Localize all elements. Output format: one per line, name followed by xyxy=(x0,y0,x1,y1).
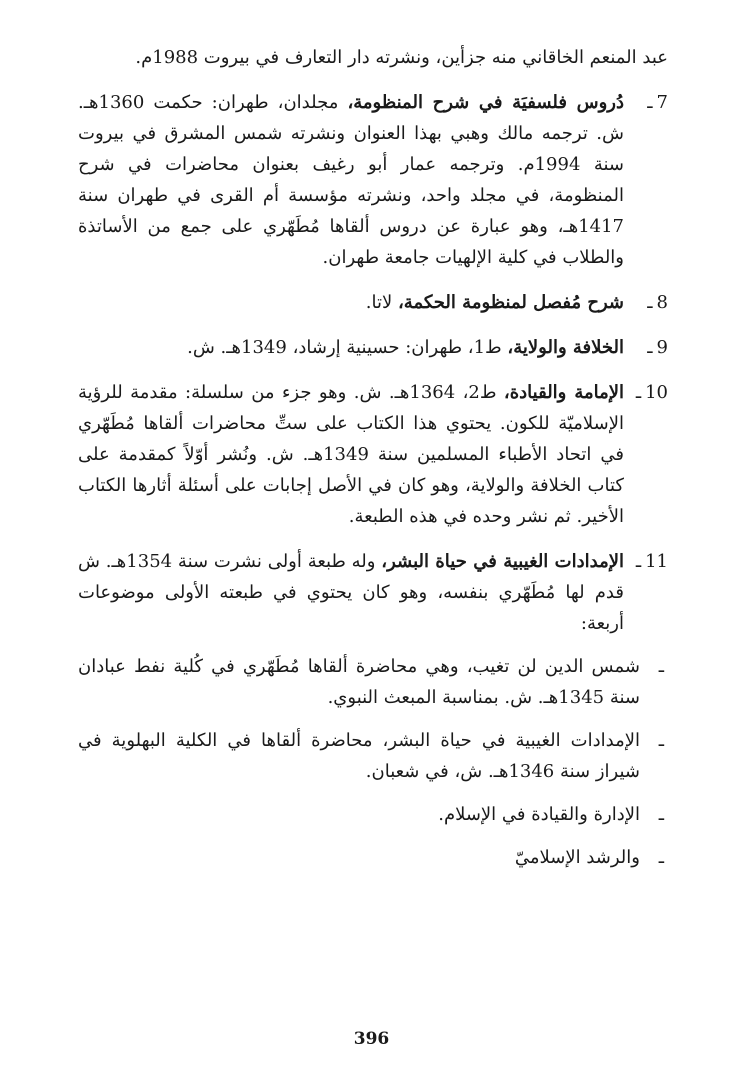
sub-item-dash: ـ xyxy=(658,847,664,868)
entry-title: شرح مُفصل لمنظومة الحكمة، xyxy=(397,292,624,313)
sub-item-text: الإدارة والقيادة في الإسلام. xyxy=(438,804,640,825)
page-content xyxy=(78,42,668,873)
bibliography-entry-8 xyxy=(78,287,668,318)
entry-title: الخلافة والولاية، xyxy=(507,337,624,358)
sub-item xyxy=(78,725,668,787)
sub-item xyxy=(78,651,668,713)
sub-item-text: الإمدادات الغيبية في حياة البشر، محاضرة ألقاها في الكلية البهلوية في شيراز سنة 1346هـ. ش، في شعبان. xyxy=(78,730,640,782)
entry-number: 8ـ xyxy=(647,292,668,313)
sub-item xyxy=(78,799,668,830)
intro-paragraph: عبد المنعم الخاقاني منه جزأين، ونشرته دار التعارف في بيروت 1988م. xyxy=(135,47,668,68)
entry-number: 9ـ xyxy=(647,337,668,358)
sub-item-text: شمس الدين لن تغيب، وهي محاضرة ألقاها مُطَهّري في كُلية نفط عبادان سنة 1345هـ. ش. بمناسبة المبعث النبوي. xyxy=(78,656,640,708)
entry-body: وله طبعة أولى نشرت سنة 1354هـ. ش قدم لها مُطَهّري بنفسه، وهو كان يحتوي في طبعته الأولى موضوعات أربعة: xyxy=(78,551,624,634)
entry-body: مجلدان، طهران: حكمت 1360هـ. ش. ترجمه مالك وهبي بهذا العنوان ونشرته شمس المشرق في بيروت سنة 1994م. وترجمه عمار أبو رغيف بعنوان محاضرات في شرح المنظومة، في مجلد واحد، ونشرته مؤسسة أم القرى في طهران سنة 1417هـ، وهو عبارة عن دروس ألقاها مُطَهّري على جمع من الأساتذة والطلاب في كلية الإلهيات جامعة طهران. xyxy=(78,92,624,268)
sub-item-dash: ـ xyxy=(658,730,664,751)
entry-number: 11ـ xyxy=(635,551,668,572)
entry-number: 7ـ xyxy=(647,92,668,113)
sub-item-dash: ـ xyxy=(658,804,664,825)
bibliography-entry-9 xyxy=(78,332,668,363)
entry-body: ط2، 1364هـ. ش. وهو جزء من سلسلة: مقدمة للرؤية الإسلاميّة للكون. يحتوي هذا الكتاب على ستِّ محاضرات ألقاها مُطَهّري في اتحاد الأطباء المسلمين سنة 1349هـ. ش. ونُشر أوّلاً كمقدمة على كتاب الخلافة والولاية، وهو كان في الأصل إجابات على أسئلة أثارها الكتاب الأخير. ثم نشر وحده في هذه الطبعة. xyxy=(78,382,624,527)
sub-item-dash: ـ xyxy=(658,656,664,677)
sub-item xyxy=(78,842,668,873)
entry-number: 10ـ xyxy=(635,382,668,403)
entry-body: لاتا. xyxy=(365,292,398,313)
sub-item-text: والرشد الإسلاميّ xyxy=(514,847,640,868)
page-number: 396 xyxy=(353,1029,390,1049)
entry-title: الإمامة والقيادة، xyxy=(503,382,625,403)
bibliography-entry-10 xyxy=(78,377,668,532)
entry-body: ط1، طهران: حسينية إرشاد، 1349هـ. ش. xyxy=(187,337,508,358)
entry-title: دُروس فلسفيَة في شرح المنظومة، xyxy=(347,92,624,113)
entry-title: الإمدادات الغيبية في حياة البشر، xyxy=(381,551,624,572)
bibliography-entry-7 xyxy=(78,87,668,273)
bibliography-entry-11 xyxy=(78,546,668,639)
